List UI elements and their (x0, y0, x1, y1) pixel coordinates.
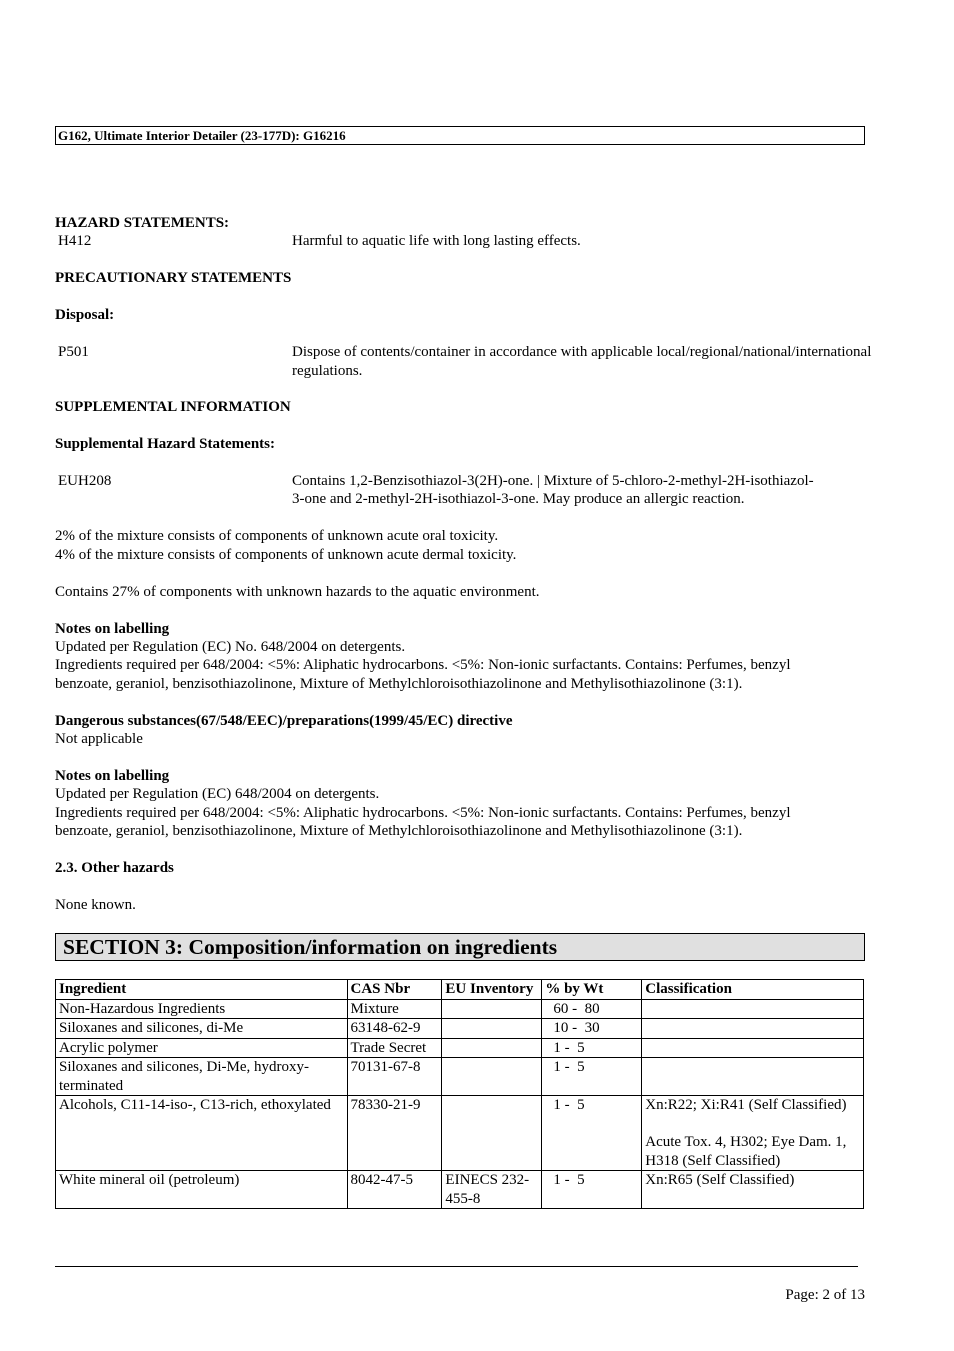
cas-cell: 8042-47-5 (347, 1171, 442, 1209)
dermal-toxicity: 4% of the mixture consists of components of unknown acute dermal toxicity. (55, 547, 517, 563)
table-row (56, 1096, 864, 1171)
directive-heading: Dangerous substances(67/548/EEC)/preparations(1999/45/EC) directive (55, 713, 513, 729)
table-row (56, 1038, 864, 1058)
notes2-line1: Updated per Regulation (EC) 648/2004 on detergents. (55, 786, 380, 802)
pct-cell: 10 - 30 (542, 1019, 642, 1039)
ingredients-table (55, 979, 864, 1209)
table-row (56, 1019, 864, 1039)
classification-cell (642, 1096, 864, 1171)
footer-rule (55, 1266, 858, 1267)
supplemental-text-line1: Contains 1,2-Benzisothiazol-3(2H)-one. | Mixture of 5-chloro-2-methyl-2H-isothiazol- (292, 473, 814, 489)
hazard-heading: HAZARD STATEMENTS: (55, 215, 230, 231)
col-header-cas: CAS Nbr (347, 980, 442, 1000)
directive-text: Not applicable (55, 731, 143, 747)
section3-banner (55, 933, 865, 961)
pct-cell: 1 - 5 (542, 1096, 642, 1171)
product-header: G162, Ultimate Interior Detailer (23-177D): G16216 (58, 128, 346, 143)
notes2-line2: Ingredients required per 648/2004: <5%: Aliphatic hydrocarbons. <5%: Non-ionic surfactants. Contains: Perfumes, benzyl (55, 805, 791, 821)
col-header-classification: Classification (642, 980, 864, 1000)
col-header-pct: % by Wt (542, 980, 642, 1000)
notes1-line1: Updated per Regulation (EC) No. 648/2004 on detergents. (55, 639, 406, 655)
eu-cell (442, 1096, 542, 1171)
eu-cell (442, 1058, 542, 1096)
supplemental-subheading: Supplemental Hazard Statements: (55, 436, 275, 452)
supplemental-code: EUH208 (58, 473, 112, 489)
eu-cell (442, 1038, 542, 1058)
notes-heading-1: Notes on labelling (55, 621, 170, 637)
cas-cell: 63148-62-9 (347, 1019, 442, 1039)
col-header-ingredient: Ingredient (56, 980, 348, 1000)
notes1-line3: benzoate, geraniol, benzisothiazolinone, Mixture of Methylchloroisothiazolinone and Methylisothiazolinone (3:1). (55, 676, 743, 692)
section3-title: SECTION 3: Composition/information on ingredients (63, 935, 558, 959)
cas-cell: Trade Secret (347, 1038, 442, 1058)
notes-heading-2: Notes on labelling (55, 768, 170, 784)
precautionary-heading: PRECAUTIONARY STATEMENTS (55, 270, 292, 286)
supplemental-text-line2: 3-one and 2-methyl-2H-isothiazol-3-one. May produce an allergic reaction. (292, 491, 745, 507)
ingredient-cell: Acrylic polymer (56, 1038, 348, 1058)
ingredient-cell: Siloxanes and silicones, di-Me (56, 1019, 348, 1039)
notes1-line2: Ingredients required per 648/2004: <5%: Aliphatic hydrocarbons. <5%: Non-ionic surfactants. Contains: Perfumes, benzyl (55, 657, 791, 673)
table-row (56, 1058, 864, 1096)
precautionary-text-line1: Dispose of contents/container in accordance with applicable local/regional/national/international (292, 344, 872, 360)
classification-cell: Xn:R65 (Self Classified) (642, 1171, 864, 1209)
classification-clp: Acute Tox. 4, H302; Eye Dam. 1, H318 (Self Classified) (645, 1134, 847, 1169)
precautionary-code: P501 (58, 344, 89, 360)
pct-cell: 1 - 5 (542, 1171, 642, 1209)
eu-cell: EINECS 232-455-8 (442, 1171, 542, 1209)
supplemental-heading: SUPPLEMENTAL INFORMATION (55, 399, 291, 415)
ingredient-cell: Alcohols, C11-14-iso-, C13-rich, ethoxylated (56, 1096, 348, 1171)
pct-cell: 1 - 5 (542, 1038, 642, 1058)
ingredient-cell: Non-Hazardous Ingredients (56, 999, 348, 1019)
aquatic-hazard: Contains 27% of components with unknown hazards to the aquatic environment. (55, 584, 540, 600)
table-row (56, 1171, 864, 1209)
precautionary-text-line2: regulations. (292, 363, 363, 379)
table-row (56, 999, 864, 1019)
classification-cell (642, 999, 864, 1019)
other-hazards-text: None known. (55, 897, 136, 913)
classification-dsd: Xn:R22; Xi:R41 (Self Classified) (645, 1097, 847, 1113)
product-header-box (55, 126, 865, 145)
table-header-row (56, 980, 864, 1000)
eu-cell (442, 999, 542, 1019)
hazard-text: Harmful to aquatic life with long lasting effects. (292, 233, 581, 249)
cas-cell: Mixture (347, 999, 442, 1019)
pct-cell: 1 - 5 (542, 1058, 642, 1096)
other-hazards-heading: 2.3. Other hazards (55, 860, 174, 876)
ingredient-cell: Siloxanes and silicones, Di-Me, hydroxy-terminated (56, 1058, 348, 1096)
disposal-heading: Disposal: (55, 307, 115, 323)
page-number: Page: 2 of 13 (785, 1287, 865, 1303)
ingredient-cell: White mineral oil (petroleum) (56, 1171, 348, 1209)
cas-cell: 78330-21-9 (347, 1096, 442, 1171)
notes2-line3: benzoate, geraniol, benzisothiazolinone, Mixture of Methylchloroisothiazolinone and Methylisothiazolinone (3:1). (55, 823, 743, 839)
col-header-eu-inventory: EU Inventory (442, 980, 542, 1000)
classification-cell (642, 1058, 864, 1096)
classification-cell (642, 1038, 864, 1058)
hazard-code: H412 (58, 233, 92, 249)
oral-toxicity: 2% of the mixture consists of components of unknown acute oral toxicity. (55, 528, 499, 544)
pct-cell: 60 - 80 (542, 999, 642, 1019)
classification-cell (642, 1019, 864, 1039)
cas-cell: 70131-67-8 (347, 1058, 442, 1096)
eu-cell (442, 1019, 542, 1039)
